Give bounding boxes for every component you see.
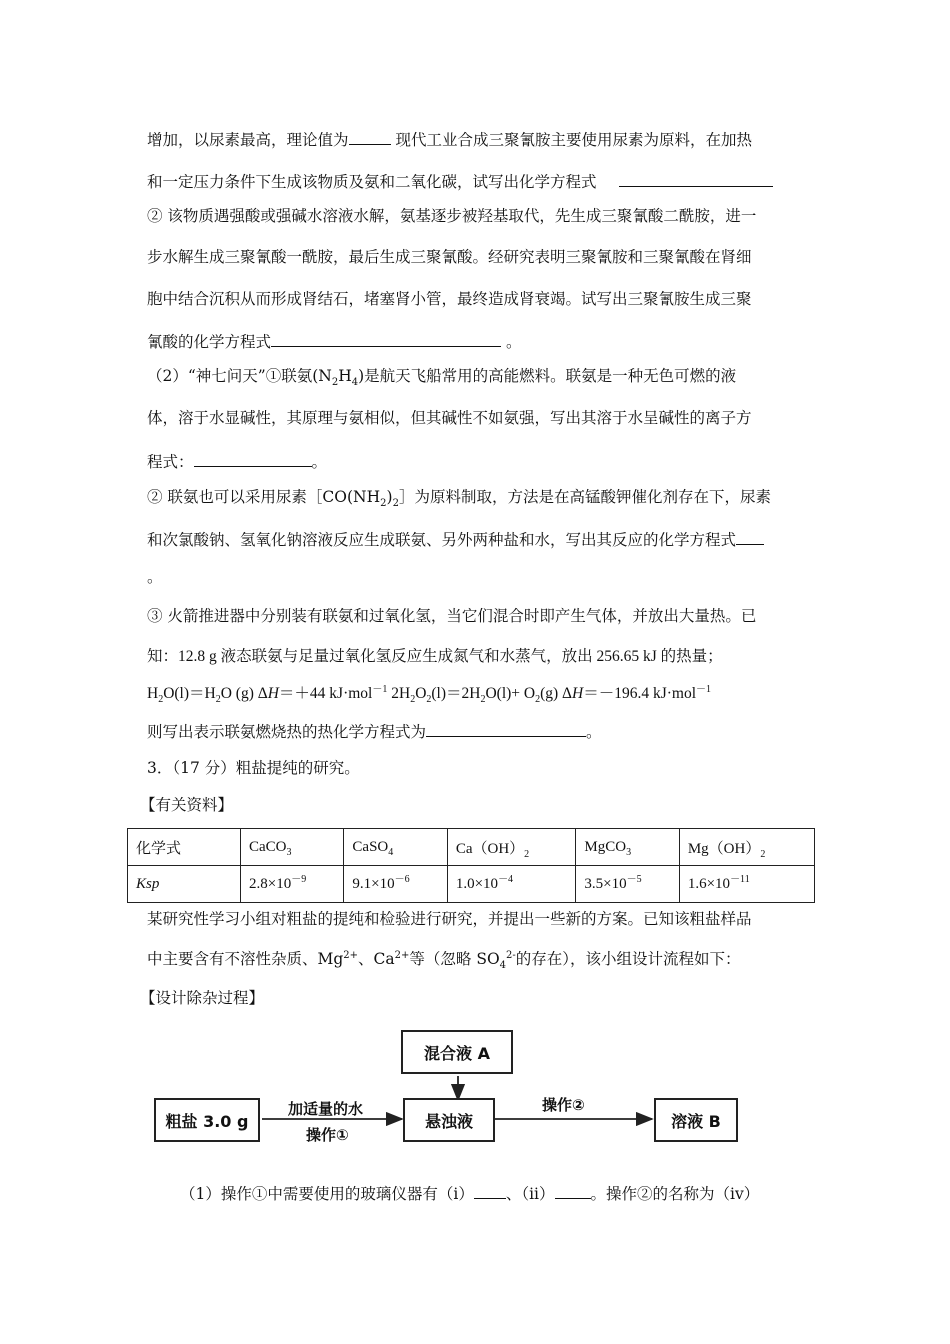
text-line-10: ② 联氨也可以采用尿素$[CO(NH_2)_2]$为原料制取，方法是在高锰酸钾催化剂存在下，尿素 bbox=[147, 488, 771, 510]
table-cell: $9.1\times 10^{-6}$ bbox=[344, 866, 447, 903]
thermo-equations: $H_2O(l)=H_2O$ (g) ΔH＝＋44 kJ·mol$^{-1}$ $2H_2O_2(l)=2H_2O(l)+ O_2(g)$ ΔH＝－196.4 kJ·mol$^{-1}$ bbox=[147, 683, 712, 706]
box-mixed-solution-a: 混合液 A bbox=[401, 1030, 513, 1074]
table-cell: $1.6\times 10^{-11}$ bbox=[679, 866, 814, 903]
answer-blank bbox=[194, 450, 312, 467]
arrow-label-operation-2: 操作② bbox=[542, 1096, 585, 1114]
table-cell: $Ca(OH)_2$ bbox=[447, 829, 576, 866]
answer-blank bbox=[736, 528, 764, 545]
text-line-16: 则写出表示联氨燃烧热的热化学方程式为 。 bbox=[147, 720, 602, 742]
text-line-1: 增加，以尿素最高，理论值为 现代工业合成三聚氰胺主要使用尿素为原料，在加热 bbox=[147, 128, 752, 150]
text-line-6: 氰酸的化学方程式 。 bbox=[147, 330, 521, 352]
text-line-22: （1）操作①中需要使用的玻璃仪器有（i） 、（ii） 。操作②的名称为（iv） bbox=[180, 1182, 759, 1204]
box-crude-salt: 粗盐 3.0 g bbox=[154, 1098, 260, 1142]
text-line-7: （2）“神七问天”①联氨$(N_2H_4)$是航天飞船常用的高能燃料。联氨是一种无色可燃的液 bbox=[147, 367, 737, 389]
text-line-9: 程式： 。 bbox=[147, 450, 327, 472]
arrow-label-operation-1: 操作① bbox=[306, 1126, 349, 1144]
table-cell: MgCO$_3$ bbox=[576, 829, 679, 866]
arrow-label-add-water: 加适量的水 bbox=[288, 1100, 364, 1118]
table-cell: $3.5\times 10^{-5}$ bbox=[576, 866, 679, 903]
answer-blank bbox=[619, 170, 773, 187]
table-cell: CaSO$_4$ bbox=[344, 829, 447, 866]
text-line-11: 和次氯酸钠、氢氧化钠溶液反应生成联氨、另外两种盐和水，写出其反应的化学方程式 bbox=[147, 528, 764, 550]
answer-blank bbox=[349, 128, 391, 145]
box-solution-b: 溶液 B bbox=[654, 1098, 738, 1142]
text-line-19: 某研究性学习小组对粗盐的提纯和检验进行研究，并提出一些新的方案。已知该粗盐样品 bbox=[147, 910, 752, 928]
text-line-12: 。 bbox=[147, 568, 163, 586]
table-row bbox=[128, 866, 815, 903]
answer-blank bbox=[555, 1182, 591, 1199]
answer-blank bbox=[271, 330, 501, 347]
text-line-20: 中主要含有不溶性杂质、$Mg^{2+}$、$Ca^{2+}$等（忽略 $SO_4^{2-}$的存在），该小组设计流程如下： bbox=[147, 949, 741, 972]
text-line-13: ③ 火箭推进器中分别装有联氨和过氧化氢，当它们混合时即产生气体，并放出大量热。已 bbox=[147, 607, 757, 625]
text-line-14: 知：12.8 g 液态联氨与足量过氧化氢反应生成氮气和水蒸气，放出 256.65 kJ 的热量； bbox=[147, 648, 723, 665]
box-suspension: 悬浊液 bbox=[403, 1098, 495, 1142]
process-flow-diagram bbox=[150, 1028, 740, 1148]
table-cell: 化学式 bbox=[128, 829, 241, 866]
section-heading-process: 【设计除杂过程】 bbox=[140, 989, 265, 1007]
answer-blank bbox=[474, 1182, 506, 1199]
text-line-3: ② 该物质遇强酸或强碱水溶液水解，氨基逐步被羟基取代，先生成三聚氰酸二酰胺，进一 bbox=[147, 207, 757, 225]
table-cell: $1.0\times 10^{-4}$ bbox=[447, 866, 576, 903]
text-line-5: 胞中结合沉积从而形成肾结石，堵塞肾小管，最终造成肾衰竭。试写出三聚氰胺生成三聚 bbox=[147, 290, 752, 308]
section-heading-data: 【有关资料】 bbox=[140, 796, 234, 814]
text-line-8: 体，溶于水显碱性，其原理与氨相似，但其碱性不如氨强，写出其溶于水呈碱性的离子方 bbox=[147, 409, 752, 427]
table-cell: Ksp bbox=[128, 866, 241, 903]
question-3-heading: 3．（17 分）粗盐提纯的研究。 bbox=[147, 759, 360, 777]
answer-blank bbox=[426, 720, 586, 737]
table-cell: $Mg(OH)_2$ bbox=[679, 829, 814, 866]
text-line-2: 和一定压力条件下生成该物质及氨和二氧化碳，试写出化学方程式 bbox=[147, 170, 773, 192]
ksp-table bbox=[127, 828, 815, 903]
text-line-4: 步水解生成三聚氰酸一酰胺，最后生成三聚氰酸。经研究表明三聚氰胺和三聚氰酸在肾细 bbox=[147, 248, 752, 266]
table-cell: $2.8\times 10^{-9}$ bbox=[241, 866, 344, 903]
table-row bbox=[128, 829, 815, 866]
table-cell: CaCO$_3$ bbox=[241, 829, 344, 866]
